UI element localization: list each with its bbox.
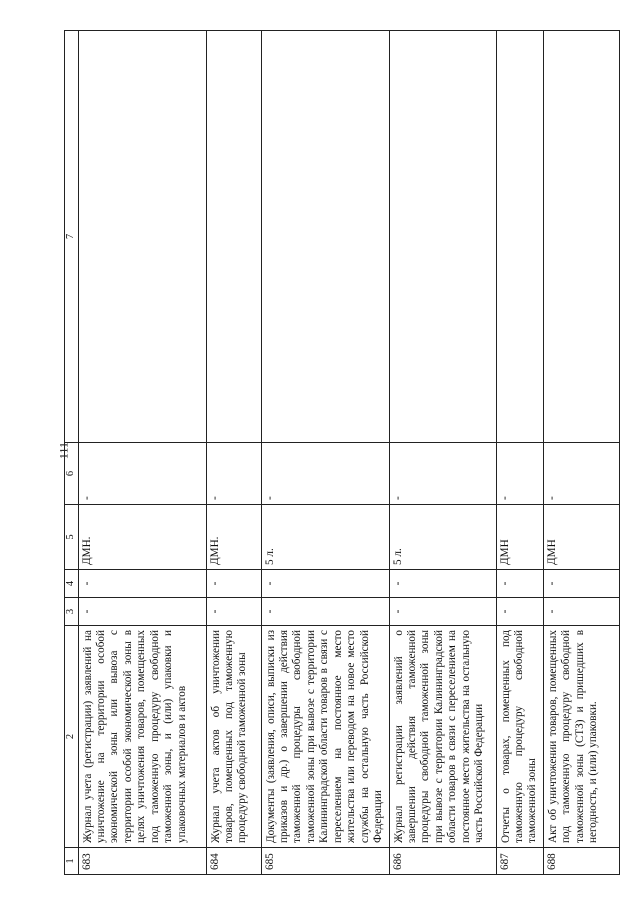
- row-number: 683: [78, 848, 206, 875]
- column-header: 5: [65, 505, 79, 570]
- column-header: 6: [65, 443, 79, 505]
- cell-storage-term: ДМН: [496, 505, 543, 570]
- cell-notes: [206, 31, 261, 443]
- column-header: 4: [65, 570, 79, 598]
- table-row: [389, 31, 496, 875]
- table-row: [206, 31, 261, 875]
- table-row: [261, 31, 389, 875]
- row-description: Отчеты о товарах, помещенных под таможенную процедуру свободной таможенной зоны: [496, 626, 543, 848]
- column-header: 1: [65, 848, 79, 875]
- cell-notes: [543, 31, 619, 443]
- cell-col3: -: [206, 598, 261, 626]
- page-number: 111: [56, 441, 71, 460]
- column-header: 2: [65, 626, 79, 848]
- cell-col3: -: [389, 598, 496, 626]
- column-header: 7: [65, 31, 79, 443]
- cell-col4: -: [496, 570, 543, 598]
- cell-storage-term: ДМН.: [206, 505, 261, 570]
- cell-col4: -: [206, 570, 261, 598]
- table-row: [78, 31, 206, 875]
- cell-storage-term: ДМН.: [78, 505, 206, 570]
- cell-notes: [78, 31, 206, 443]
- cell-col3: -: [261, 598, 389, 626]
- cell-notes: [496, 31, 543, 443]
- cell-storage-term: ДМН: [543, 505, 619, 570]
- cell-col6: -: [543, 443, 619, 505]
- row-description: Журнал учета актов об уничтожении товаров, помещенных под таможенную процедуру свободной таможенной зоны: [206, 626, 261, 848]
- cell-storage-term: 5 л.: [389, 505, 496, 570]
- cell-col3: -: [496, 598, 543, 626]
- row-number: 687: [496, 848, 543, 875]
- header-row: [65, 31, 79, 875]
- cell-col4: -: [261, 570, 389, 598]
- cell-col6: -: [206, 443, 261, 505]
- table-row: [496, 31, 543, 875]
- document-table-area: [64, 30, 620, 875]
- cell-col3: -: [543, 598, 619, 626]
- row-description: Документы (заявления, описи, выписки из приказов и др.) о завершении действия таможенной процедуры свободной таможенной зоны при вывозе с территории Калининградской области товаров в связи с переселением на постоянное место жительства или переводом на новое место службы на остальную часть Российской Федерации: [261, 626, 389, 848]
- row-description: Акт об уничтожении товаров, помещенных под таможенную процедуру свободной таможенной зоны (СТЗ) и пришедших в негодность, и (или) упаковки.: [543, 626, 619, 848]
- cell-col4: -: [543, 570, 619, 598]
- cell-col6: -: [496, 443, 543, 505]
- cell-storage-term: 5 л.: [261, 505, 389, 570]
- row-number: 686: [389, 848, 496, 875]
- cell-notes: [261, 31, 389, 443]
- cell-col3: -: [78, 598, 206, 626]
- row-number: 684: [206, 848, 261, 875]
- cell-col4: -: [78, 570, 206, 598]
- rotated-table-container: [64, 30, 620, 875]
- row-description: Журнал регистрации заявлений о завершении действия таможенной процедуры свободной таможенной зоны при вывозе с территории Калининградской области товаров в связи с переселением на постоянное место жительства на остальную часть Российской Федерации: [389, 626, 496, 848]
- row-description: Журнал учета (регистрации) заявлений на уничтожение на территории особой экономической зоны или вывоза с территории особой экономической зоны в целях уничтожения товаров, помещенных под таможенную процедуру свободной таможенной зоны, и (или) упаковки и упаковочных материалов и актов: [78, 626, 206, 848]
- row-number: 685: [261, 848, 389, 875]
- records-table: [64, 30, 620, 875]
- column-header: 3: [65, 598, 79, 626]
- cell-col6: -: [261, 443, 389, 505]
- table-row: [543, 31, 619, 875]
- cell-notes: [389, 31, 496, 443]
- row-number: 688: [543, 848, 619, 875]
- cell-col6: -: [78, 443, 206, 505]
- cell-col6: -: [389, 443, 496, 505]
- cell-col4: -: [389, 570, 496, 598]
